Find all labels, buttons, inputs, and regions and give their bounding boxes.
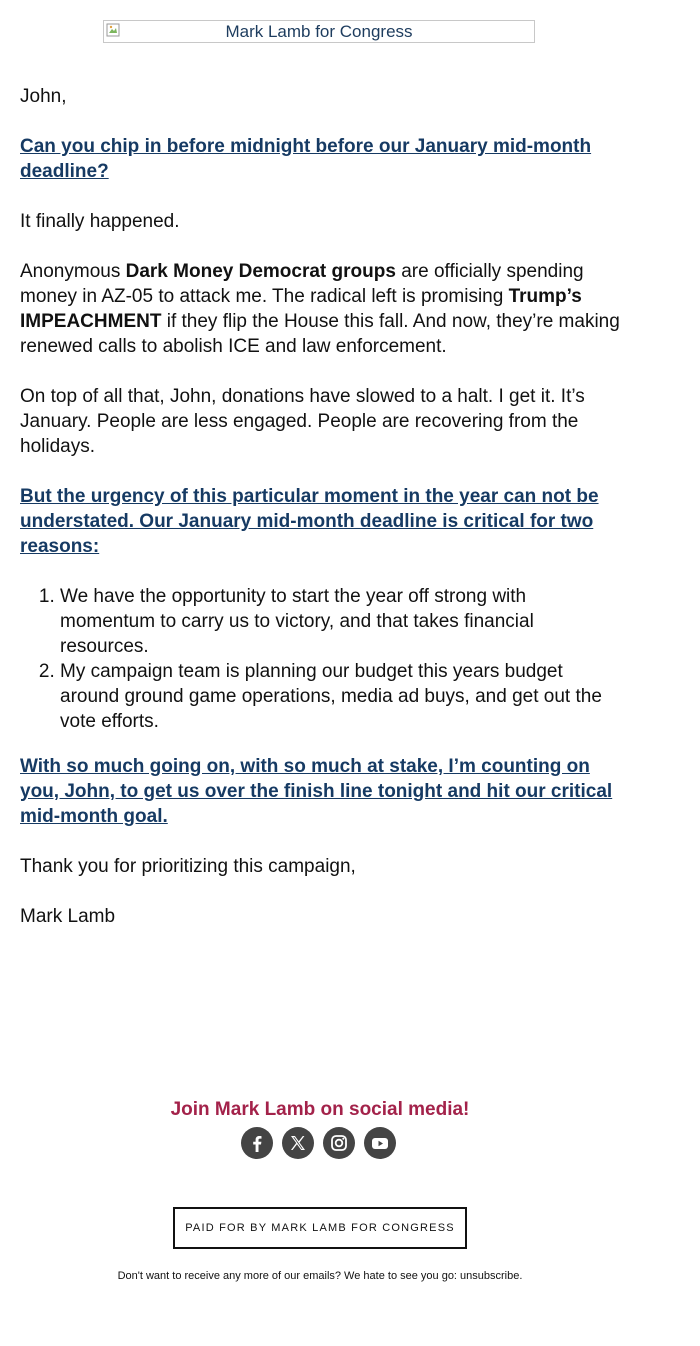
- paid-for-disclaimer: PAID FOR BY MARK LAMB FOR CONGRESS: [173, 1207, 467, 1249]
- email-body: [20, 84, 622, 954]
- broken-image-icon: [106, 23, 120, 37]
- greeting: John,: [20, 86, 67, 107]
- closing: Thank you for prioritizing this campaign,: [20, 856, 356, 877]
- youtube-icon[interactable]: [364, 1127, 396, 1159]
- x-icon[interactable]: [282, 1127, 314, 1159]
- donate-link-3[interactable]: With so much going on, with so much at stake, I’m counting on you, John, to get us over the finish line tonight and hit our critical mid-month goal.: [20, 756, 613, 827]
- paragraph-1: It finally happened.: [20, 211, 180, 232]
- signature: Mark Lamb: [20, 906, 116, 927]
- social-title: Join Mark Lamb on social media!: [170, 1099, 470, 1120]
- header-image[interactable]: [103, 20, 535, 43]
- reasons-list: [20, 584, 622, 734]
- paragraph-2: Anonymous Dark Money Democrat groups are officially spending money in AZ-05 to attack me. The radical left is promising Trump’s IMPEACHMENT if they flip the House this fall. And now, they’re making renewed calls to abolish ICE and law enforcement.: [20, 261, 620, 357]
- unsubscribe-notice: [0, 1270, 640, 1282]
- donate-link-1[interactable]: Can you chip in before midnight before our January mid-month deadline?: [20, 136, 592, 182]
- list-item: 2. My campaign team is planning our budget this years budget around ground game operations, media ad buys, and get out the vote efforts.: [60, 659, 622, 734]
- paragraph-3: On top of all that, John, donations have slowed to a halt. I get it. It’s January. People are less engaged. People are recovering from the holidays.: [20, 386, 585, 457]
- unsubscribe-link[interactable]: Don't want to receive any more of our emails? We hate to see you go: unsubscribe.: [117, 1270, 523, 1282]
- list-item: 1. We have the opportunity to start the year off strong with momentum to carry us to victory, and that takes financial resources.: [60, 584, 622, 659]
- instagram-icon[interactable]: [323, 1127, 355, 1159]
- social-icons: [241, 1127, 396, 1159]
- facebook-icon[interactable]: [241, 1127, 273, 1159]
- donate-link-2[interactable]: But the urgency of this particular moment in the year can not be understated. Our January mid-month deadline is critical for two reasons:: [20, 486, 599, 557]
- header-image-alt: Mark Lamb for Congress: [225, 21, 413, 41]
